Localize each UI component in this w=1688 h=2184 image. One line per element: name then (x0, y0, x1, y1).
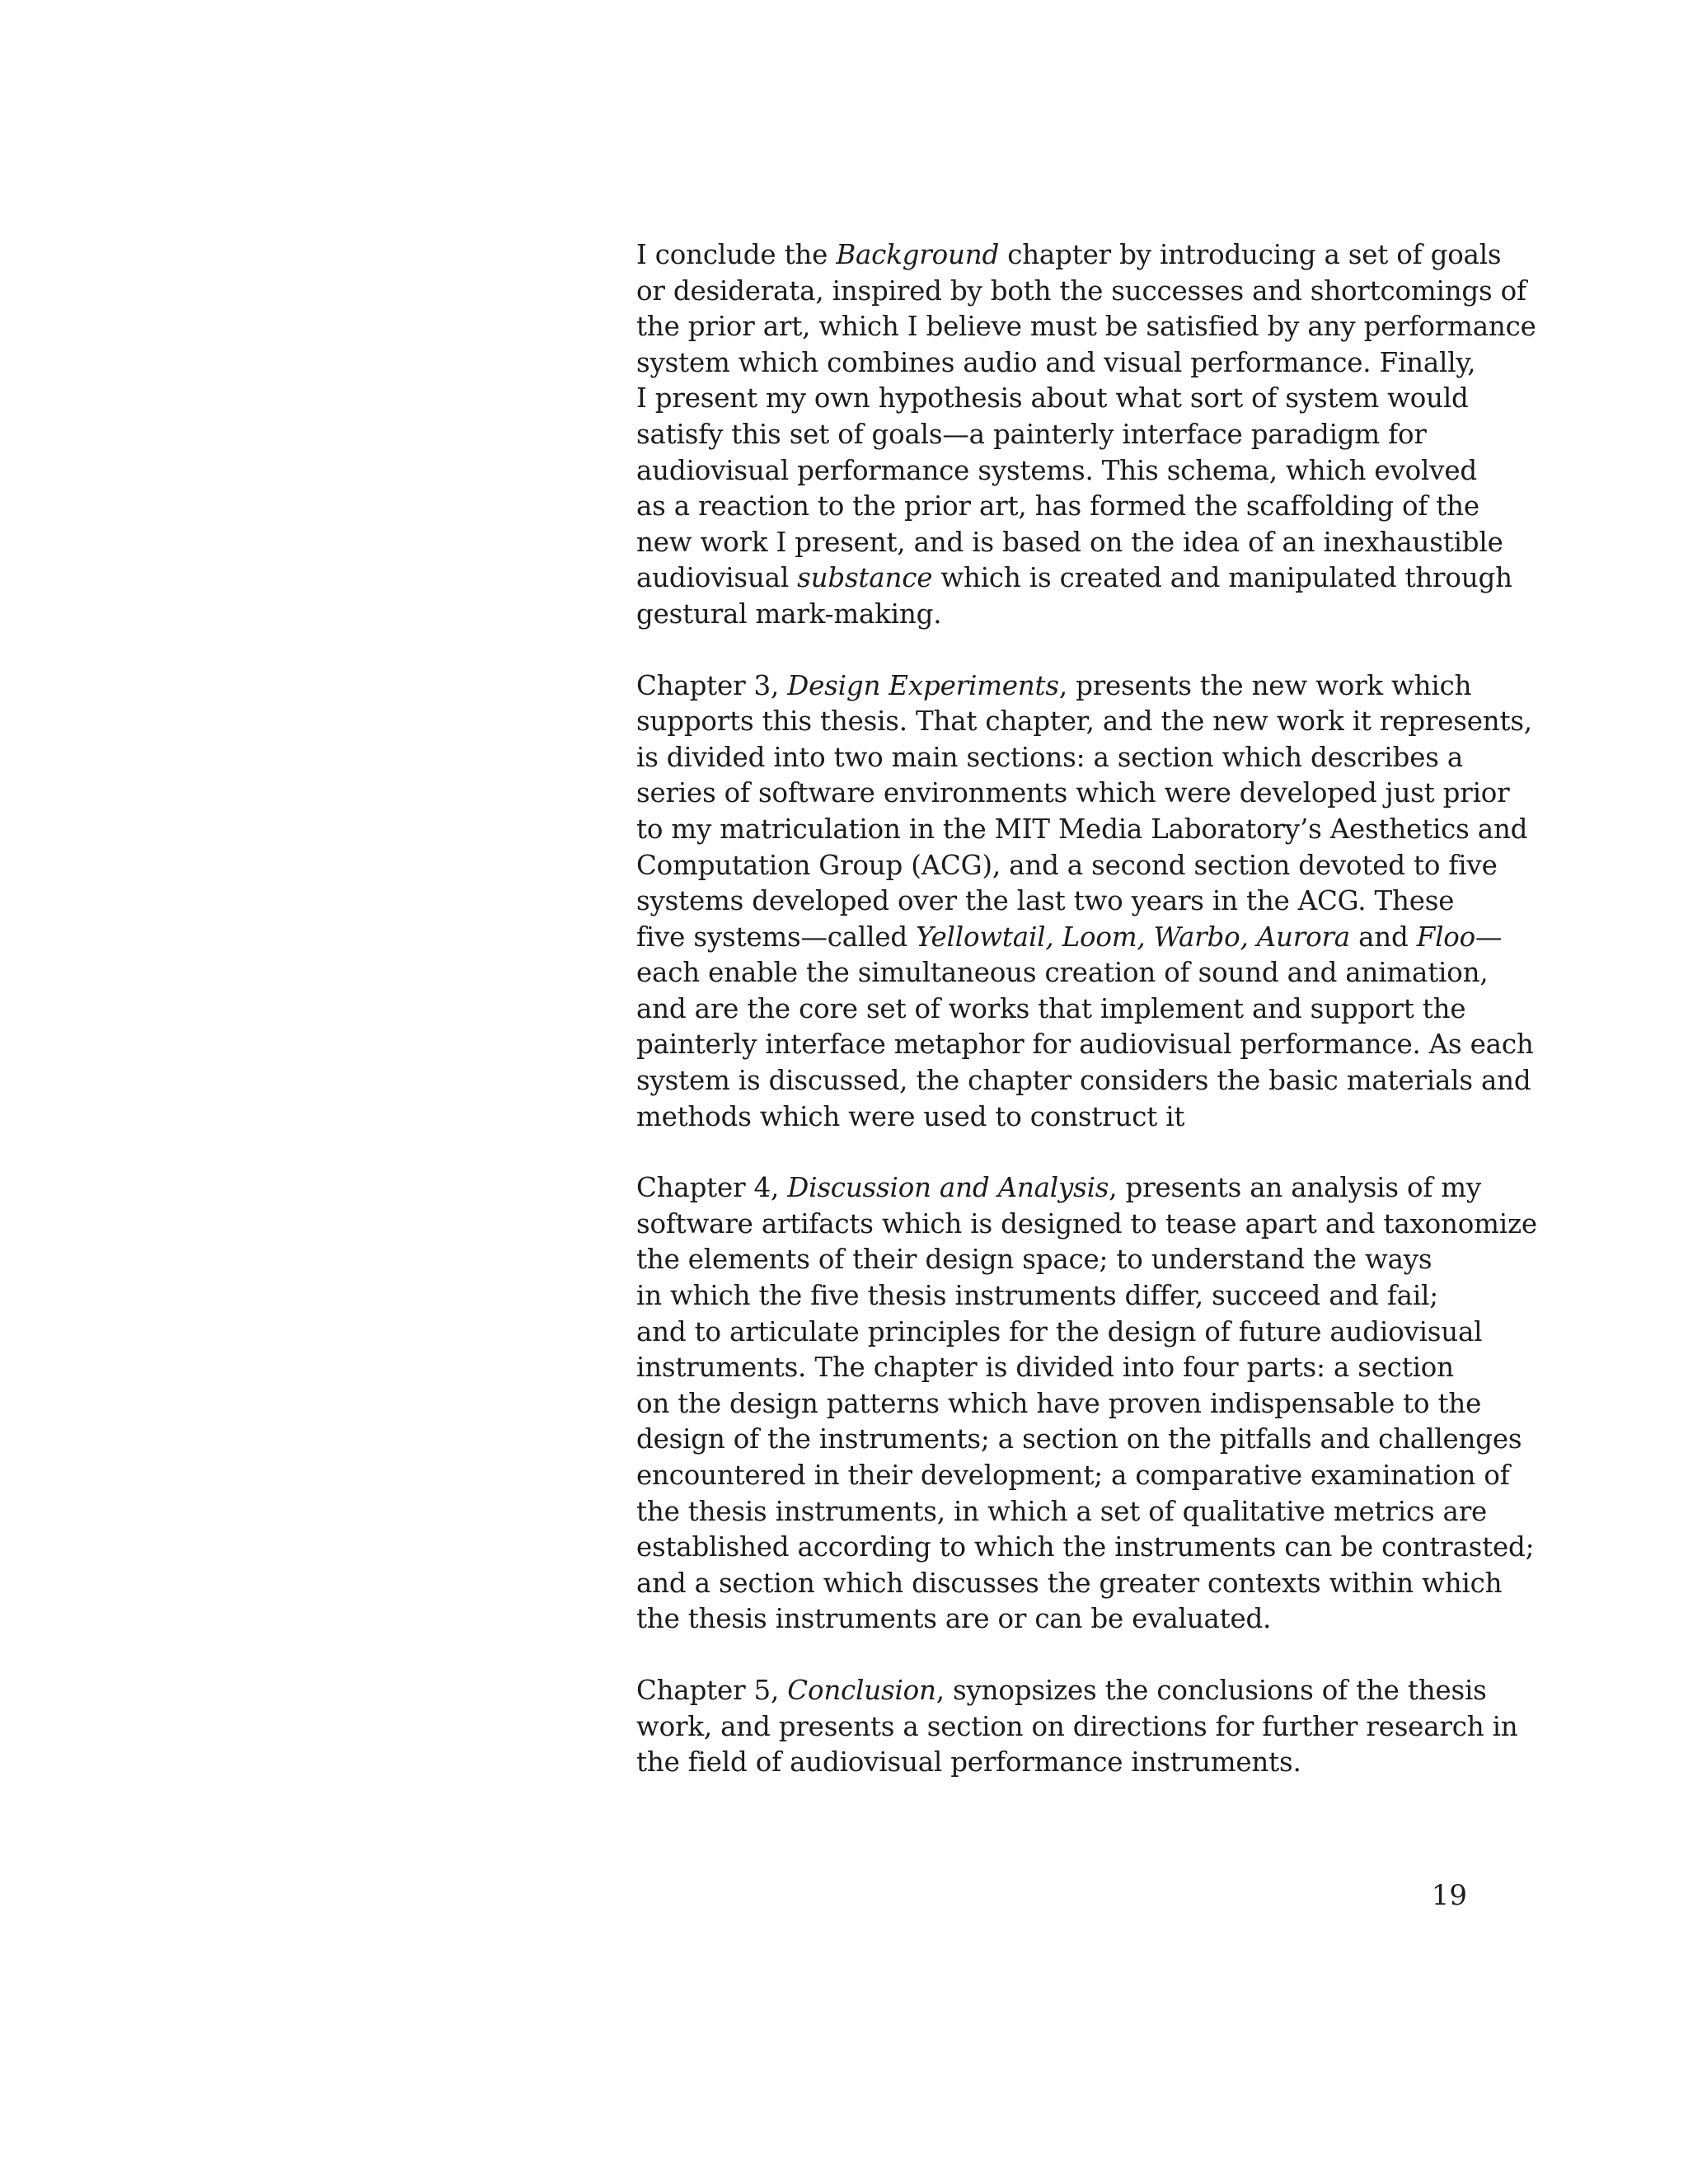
text-run: system is discussed, the chapter considers the basic materials and (636, 1065, 1531, 1097)
italic-title: Yellowtail, Loom, Warbo, Aurora (916, 921, 1350, 953)
page-number: 19 (1431, 1879, 1467, 1912)
italic-title: Background (836, 239, 1000, 270)
text-run: established according to which the instruments can be contrasted; (636, 1531, 1535, 1563)
text-line (636, 417, 1477, 453)
text-run: on the design patterns which have proven indispensable to the (636, 1387, 1482, 1419)
text-line (636, 1099, 1477, 1136)
text-line (636, 1242, 1477, 1278)
text-run: five systems—called (636, 921, 917, 953)
text-run: system which combines audio and visual performance. Finally, (636, 346, 1476, 378)
text-run: and to articulate principles for the design of future audiovisual (636, 1315, 1483, 1347)
text-run: Chapter 3, (636, 669, 788, 701)
text-line (636, 920, 1503, 956)
text-run: as a reaction to the prior art, has formed the scaffolding of the (636, 490, 1479, 523)
text-run: methods which were used to construct it (636, 1100, 1185, 1132)
text-line (636, 1350, 1477, 1386)
text-run: audiovisual performance systems. This schema, which evolved (636, 454, 1477, 486)
text-run: encountered in their development; a comparative examination of (636, 1460, 1510, 1491)
text-run: I present my own hypothesis about what sort of system would (636, 382, 1469, 415)
text-run: audiovisual (636, 562, 798, 594)
paragraph (636, 668, 1534, 1136)
text-line (636, 991, 1477, 1028)
paragraph (636, 237, 1536, 633)
paragraph (636, 1673, 1518, 1781)
text-line (636, 274, 1526, 310)
text-line (636, 668, 1477, 705)
text-line (636, 381, 1477, 417)
text-line (636, 848, 1498, 884)
text-run: systems developed over the last two years in the ACG. These (636, 885, 1455, 917)
text-line (636, 525, 1503, 561)
text-line (636, 1458, 1510, 1494)
text-run: I conclude the (636, 239, 837, 270)
text-run: the prior art, which I believe must be satisfied by any performance (636, 311, 1536, 343)
italic-title: substance (797, 562, 933, 594)
text-line (636, 1170, 1482, 1207)
italic-title: Conclusion (787, 1674, 936, 1706)
text-run: , synopsizes the conclusions of the thesis (935, 1674, 1487, 1706)
paragraph (636, 1170, 1537, 1638)
text-line (636, 1386, 1482, 1422)
text-run: Chapter 5, (636, 1674, 788, 1706)
text-run: painterly interface metaphor for audiovisual performance. As each (636, 1029, 1534, 1061)
text-run: satisfy this set of goals—a painterly interface paradigm for (636, 418, 1427, 450)
text-line (636, 560, 1512, 597)
text-run: to my matriculation in the MIT Media Laboratory’s Aesthetics and (636, 813, 1528, 845)
text-line (636, 1422, 1522, 1458)
body-text (636, 237, 1537, 1816)
text-run: in which the five thesis instruments differ, succeed and fail; (636, 1280, 1438, 1312)
text-line (636, 309, 1536, 345)
text-run: the elements of their design space; to understand the ways (636, 1244, 1432, 1276)
text-run: Chapter 4, (636, 1172, 788, 1204)
text-line (636, 955, 1489, 991)
text-line (636, 1745, 1477, 1781)
text-run: , presents the new work which (1058, 669, 1472, 701)
text-line (636, 1601, 1477, 1638)
text-run: or desiderata, inspired by both the successes and shortcomings of (636, 274, 1526, 307)
text-line (636, 237, 1502, 274)
text-line (636, 812, 1528, 848)
text-run: supports this thesis. That chapter, and the new work it represents, (636, 705, 1532, 738)
text-line (636, 489, 1477, 525)
text-run: — (1475, 921, 1503, 953)
text-line (636, 345, 1477, 382)
text-line (636, 597, 1477, 633)
italic-title: Design Experiments (787, 669, 1059, 701)
text-line (636, 1315, 1483, 1351)
text-run: design of the instruments; a section on the pitfalls and challenges (636, 1423, 1522, 1455)
text-line (636, 883, 1477, 920)
text-run: the field of audiovisual performance instruments. (636, 1746, 1301, 1779)
text-run: the thesis instruments are or can be evaluated. (636, 1603, 1272, 1635)
text-line (636, 1278, 1477, 1315)
text-run: each enable the simultaneous creation of sound and animation, (636, 957, 1489, 989)
italic-title: Floo (1416, 921, 1476, 953)
text-run: , presents an analysis of my (1109, 1172, 1482, 1204)
text-run: the thesis instruments, in which a set of qualitative metrics are (636, 1495, 1488, 1527)
text-run: Computation Group (ACG), and a second section devoted to five (636, 849, 1498, 881)
text-run: software artifacts which is designed to tease apart and taxonomize (636, 1207, 1537, 1240)
text-line (636, 1566, 1503, 1602)
text-run: series of software environments which were developed just prior (636, 777, 1510, 809)
text-line (636, 1530, 1535, 1566)
text-line (636, 740, 1477, 776)
text-run: gestural mark-making. (636, 598, 942, 630)
text-line (636, 1494, 1488, 1530)
text-line (636, 1063, 1531, 1099)
text-line (636, 1027, 1534, 1063)
text-run: work, and presents a section on directions for further research in (636, 1710, 1518, 1742)
text-line (636, 1673, 1487, 1709)
text-line (636, 1709, 1518, 1746)
text-run: instruments. The chapter is divided into four parts: a section (636, 1352, 1454, 1384)
text-line (636, 776, 1510, 812)
text-line (636, 1207, 1537, 1243)
text-run: which is created and manipulated through (932, 562, 1512, 594)
text-run: is divided into two main sections: a section which describes a (636, 741, 1464, 773)
italic-title: Discussion and Analysis (787, 1172, 1109, 1204)
text-run: new work I present, and is based on the idea of an inexhaustible (636, 526, 1503, 558)
text-line (636, 704, 1532, 740)
text-run: chapter by introducing a set of goals (999, 239, 1502, 270)
text-run: and (1349, 921, 1417, 953)
text-line (636, 453, 1477, 490)
text-run: and are the core set of works that implement and support the (636, 992, 1466, 1024)
text-run: and a section which discusses the greater contexts within which (636, 1567, 1503, 1599)
